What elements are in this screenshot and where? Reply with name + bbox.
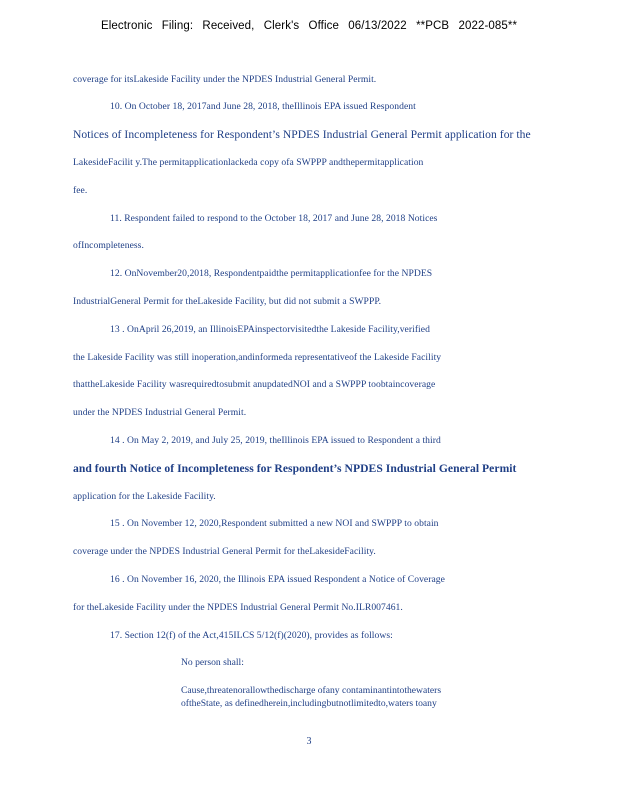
body-line-1: coverage for itsLakeside Facility under the NPDES Industrial General Permit.: [73, 74, 377, 85]
block-quote-lead: No person shall:: [181, 657, 244, 668]
body-line-4: LakesideFacilit y.The permitapplicationlackeda copy ofa SWPPP andthepermitapplication: [73, 157, 424, 168]
block-quote-line-2: oftheState, as definedherein,includingbutnotlimitedto,waters toany: [181, 698, 437, 709]
body-line-19: 16 . On November 16, 2020, the Illinois EPA issued Respondent a Notice of Coverage: [110, 574, 445, 585]
body-line-11: the Lakeside Facility was still inoperation,andinformeda representativeof the Lakeside Facility: [73, 352, 442, 363]
body-line-18: coverage under the NPDES Industrial General Permit for theLakesideFacility.: [73, 546, 376, 557]
body-line-13: under the NPDES Industrial General Permit.: [73, 407, 247, 418]
body-line-6: 11. Respondent failed to respond to the October 18, 2017 and June 28, 2018 Notices: [110, 213, 438, 224]
body-line-10: 13 . OnApril 26,2019, an IllinoisEPAinspectorvisitedthe Lakeside Facility,verified: [110, 324, 430, 335]
body-line-2: 10. On October 18, 2017and June 28, 2018, theIllinois EPA issued Respondent: [110, 101, 416, 112]
block-quote-line-1: Cause,threatenorallowthedischarge ofany contaminantintothewaters: [181, 685, 442, 696]
filing-stamp-header: Electronic Filing: Received, Clerk's Office 06/13/2022 **PCB 2022-085**: [100, 20, 518, 32]
body-line-9: IndustrialGeneral Permit for theLakeside Facility, but did not submit a SWPPP.: [73, 296, 382, 307]
body-line-14: 14 . On May 2, 2019, and July 25, 2019, theIllinois EPA issued to Respondent a third: [110, 435, 441, 446]
page-number: 3: [306, 736, 312, 747]
body-line-12: thattheLakeside Facility wasrequiredtosubmit anupdatedNOI and a SWPPP toobtaincoverage: [73, 379, 436, 390]
body-line-16: application for the Lakeside Facility.: [73, 491, 216, 502]
body-line-17: 15 . On November 12, 2020,Respondent submitted a new NOI and SWPPP to obtain: [110, 518, 439, 529]
body-line-3: Notices of Incompleteness for Respondent’s NPDES Industrial General Permit application for the: [73, 128, 531, 141]
body-line-20: for theLakeside Facility under the NPDES Industrial General Permit No.ILR007461.: [73, 602, 403, 613]
body-line-5: fee.: [73, 185, 88, 196]
body-line-21: 17. Section 12(f) of the Act,415ILCS 5/12(f)(2020), provides as follows:: [110, 630, 393, 641]
body-line-7: ofIncompleteness.: [73, 240, 144, 251]
body-line-8: 12. OnNovember20,2018, Respondentpaidthe permitapplicationfee for the NPDES: [110, 268, 433, 279]
body-line-15: and fourth Notice of Incompleteness for Respondent’s NPDES Industrial General Permit: [73, 462, 517, 475]
